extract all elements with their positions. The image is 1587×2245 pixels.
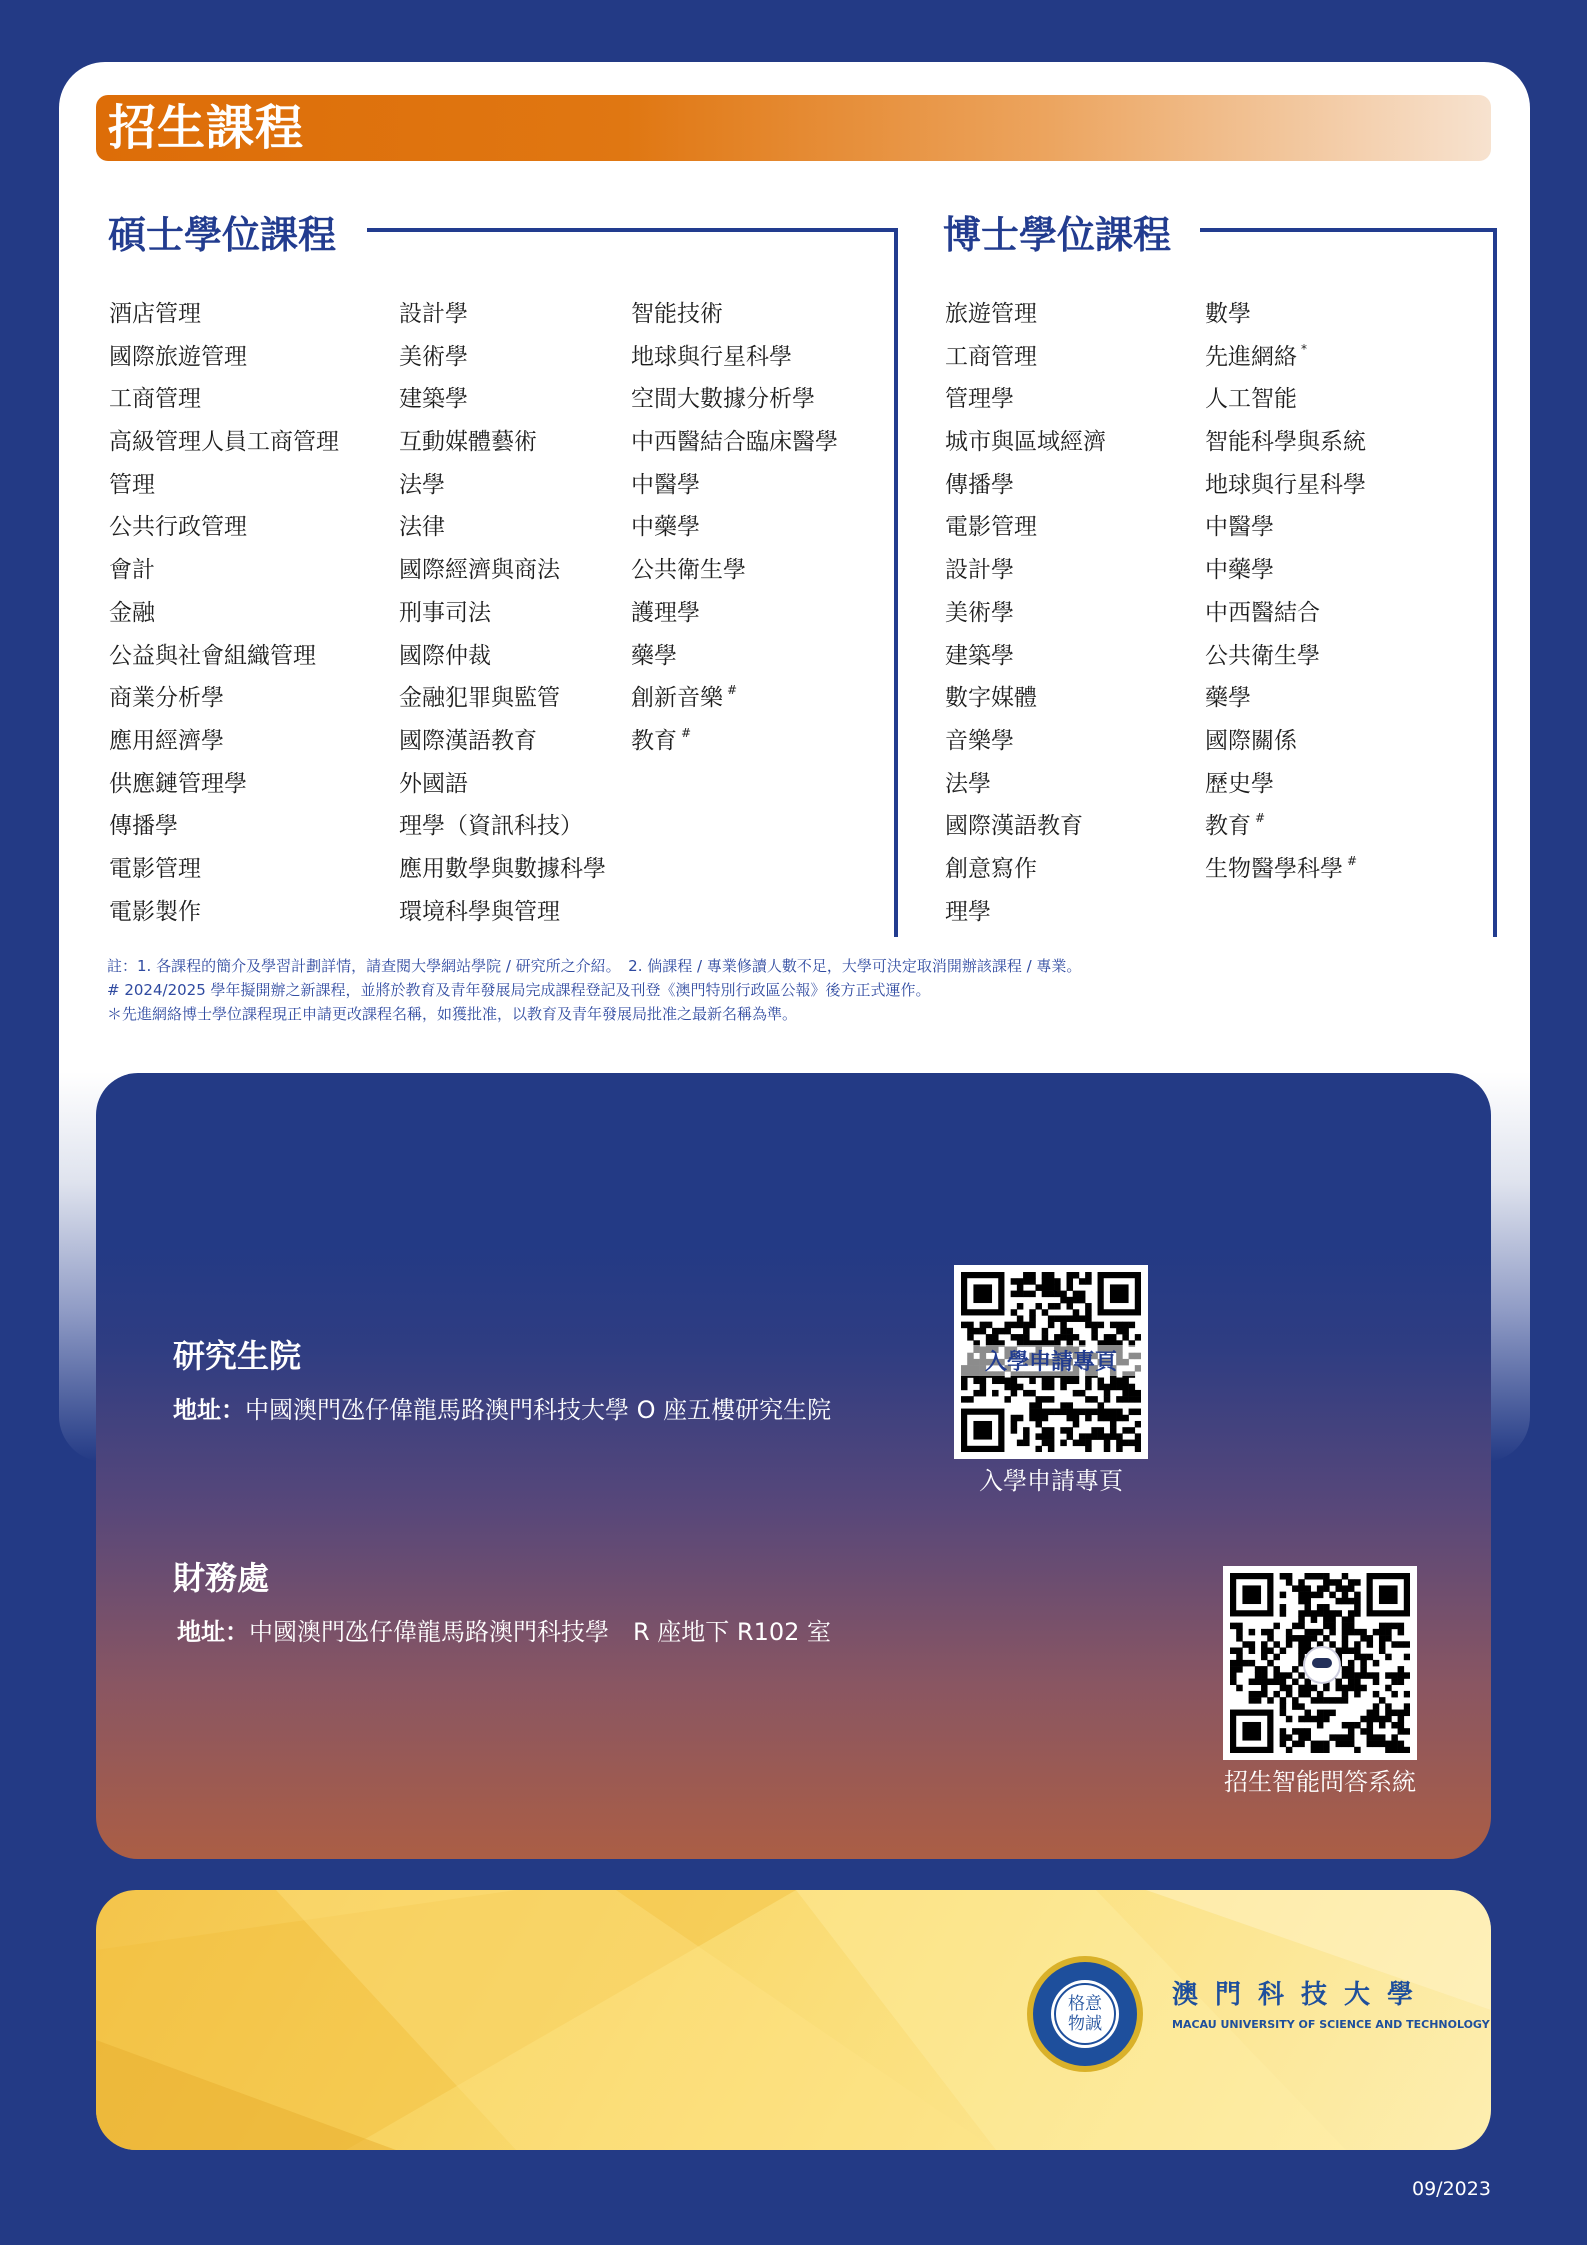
course-item: 教育 # (631, 725, 692, 754)
course-item: 國際經濟與商法 (399, 557, 560, 584)
course-footnote-mark: # (1255, 811, 1266, 826)
programs-banner (96, 95, 1491, 161)
course-item: 中醫學 (631, 471, 700, 498)
course-item: 建築學 (945, 642, 1014, 669)
course-item: 中西醫結合 (1205, 599, 1320, 626)
finance-office-title: 財務處 (173, 1559, 270, 1597)
doctoral-column-2 (1205, 296, 1366, 894)
course-footnote-mark: # (727, 683, 738, 698)
chatbot-qr-caption: 招生智能問答系統 (1224, 1768, 1416, 1796)
admission-qr-caption: 入學申請專頁 (979, 1467, 1123, 1495)
university-seal (1025, 1954, 1145, 2074)
course-item: 電影管理 (945, 514, 1037, 541)
course-item: 地球與行星科學 (631, 343, 792, 370)
course-item: 美術學 (399, 343, 468, 370)
course-item: 中藥學 (631, 514, 700, 541)
doctoral-title: 博士學位課程 (943, 213, 1172, 257)
course-item: 設計學 (945, 557, 1014, 584)
course-item: 國際漢語教育 (399, 727, 537, 754)
course-item: 應用經濟學 (109, 727, 224, 754)
course-item: 國際旅遊管理 (109, 343, 247, 370)
course-item: 藥學 (631, 642, 677, 669)
qr-overlay-label: 入學申請專頁 (954, 1345, 1148, 1376)
course-item: 教育 # (1205, 811, 1266, 840)
course-item: 環境科學與管理 (399, 898, 560, 925)
address-label: 地址： (173, 1396, 245, 1424)
course-item: 理學 (945, 898, 991, 925)
course-item: 公共衛生學 (1205, 642, 1320, 669)
course-item: 傳播學 (109, 813, 178, 840)
address-text: 中國澳門氹仔偉龍馬路澳門科技大學 O 座五樓研究生院 (245, 1396, 832, 1424)
course-item: 建築學 (399, 386, 468, 413)
course-item: 互動媒體藝術 (399, 429, 537, 456)
course-item: 城市與區域經濟 (945, 429, 1106, 456)
course-item: 刑事司法 (399, 599, 491, 626)
course-item: 人工智能 (1205, 386, 1297, 413)
course-item: 應用數學與數據科學 (399, 855, 606, 882)
course-item: 中藥學 (1205, 557, 1274, 584)
footnotes (107, 954, 1507, 1026)
graduate-school-address (173, 1393, 831, 1427)
course-item: 國際漢語教育 (945, 813, 1083, 840)
course-item: 法學 (945, 770, 991, 797)
course-footnote-mark: # (1347, 853, 1358, 868)
course-item: 中西醫結合臨床醫學 (631, 429, 838, 456)
course-item: 空間大數據分析學 (631, 386, 815, 413)
course-item: 公共行政管理 (109, 514, 247, 541)
university-name-zh: 澳門科技大學 (1172, 1980, 1431, 2010)
course-item: 金融 (109, 599, 155, 626)
course-footnote-mark: # (681, 725, 692, 740)
course-item: 理學（資訊科技） (399, 813, 583, 840)
graduate-school-title: 研究生院 (173, 1337, 302, 1375)
course-item: 酒店管理 (109, 301, 201, 327)
course-item: 高級管理人員工商管理 (109, 429, 339, 456)
course-item: 美術學 (945, 599, 1014, 626)
footnote-3: ＊先進網絡博士學位課程現正申請更改課程名稱，如獲批准，以教育及青年發展局批准之最新名稱為準。 (107, 1005, 798, 1023)
logo-band (96, 1890, 1491, 2150)
address-text: 中國澳門氹仔偉龍馬路澳門科技學 R 座地下 R102 室 (249, 1618, 832, 1646)
seal-characters: 格意 物誠 (1068, 1994, 1102, 2034)
course-item: 設計學 (399, 301, 468, 327)
course-item: 旅遊管理 (945, 301, 1037, 327)
course-item: 數學 (1205, 301, 1251, 327)
course-item: 金融犯罪與監管 (399, 685, 560, 712)
course-item: 管理 (109, 471, 155, 498)
footnote-2: # 2024/2025 學年擬開辦之新課程，並將於教育及青年發展局完成課程登記及刊登《澳門特別行政區公報》後方正式運作。 (107, 981, 931, 999)
course-item: 公益與社會組織管理 (109, 642, 316, 669)
robot-icon (1303, 1646, 1341, 1684)
course-item: 數字媒體 (945, 685, 1037, 712)
course-item: 會計 (109, 557, 155, 584)
admission-qr-code[interactable] (954, 1265, 1148, 1459)
course-item: 商業分析學 (109, 685, 224, 712)
course-item: 外國語 (399, 770, 468, 797)
course-item: 地球與行星科學 (1205, 471, 1366, 498)
masters-column-3 (631, 296, 838, 766)
course-item: 法律 (399, 514, 445, 541)
finance-office-address (177, 1615, 831, 1649)
course-item: 國際仲裁 (399, 642, 491, 669)
course-item: 工商管理 (945, 343, 1037, 370)
course-item: 音樂學 (945, 727, 1014, 754)
course-item: 護理學 (631, 599, 700, 626)
doctoral-column-1 (945, 296, 1106, 936)
course-item: 國際關係 (1205, 727, 1297, 754)
course-item: 智能技術 (631, 301, 723, 327)
banner-title: 招生課程 (108, 100, 305, 156)
course-item: 工商管理 (109, 386, 201, 413)
course-item: 智能科學與系統 (1205, 429, 1366, 456)
university-name-en: MACAU UNIVERSITY OF SCIENCE AND TECHNOLOGY (1172, 2018, 1490, 2031)
chatbot-qr-code[interactable] (1223, 1566, 1417, 1760)
course-item: 生物醫學科學 # (1205, 853, 1358, 882)
publish-date: 09/2023 (1412, 2178, 1491, 2200)
masters-column-2 (399, 296, 606, 936)
contact-panel (96, 1073, 1491, 1859)
course-item: 傳播學 (945, 471, 1014, 498)
masters-title: 碩士學位課程 (108, 213, 337, 257)
course-item: 中醫學 (1205, 514, 1274, 541)
masters-column-1 (109, 296, 339, 936)
course-item: 電影管理 (109, 855, 201, 882)
course-footnote-mark: * (1301, 341, 1307, 356)
course-item: 創意寫作 (945, 855, 1037, 882)
course-item: 法學 (399, 471, 445, 498)
address-label: 地址： (177, 1618, 249, 1646)
course-item: 創新音樂 # (631, 683, 738, 712)
course-item: 電影製作 (109, 898, 201, 925)
course-item: 供應鏈管理學 (109, 770, 247, 797)
course-item: 公共衛生學 (631, 557, 746, 584)
course-item: 歷史學 (1205, 770, 1274, 797)
course-item: 先進網絡 * (1205, 341, 1307, 370)
course-item: 管理學 (945, 386, 1014, 413)
course-item: 藥學 (1205, 685, 1251, 712)
footnote-1: 註：1. 各課程的簡介及學習計劃詳情，請查閱大學網站學院 / 研究所之介紹。 2. 倘課程 / 專業修讀人數不足，大學可決定取消開辦該課程 / 專業。 (107, 957, 1082, 975)
